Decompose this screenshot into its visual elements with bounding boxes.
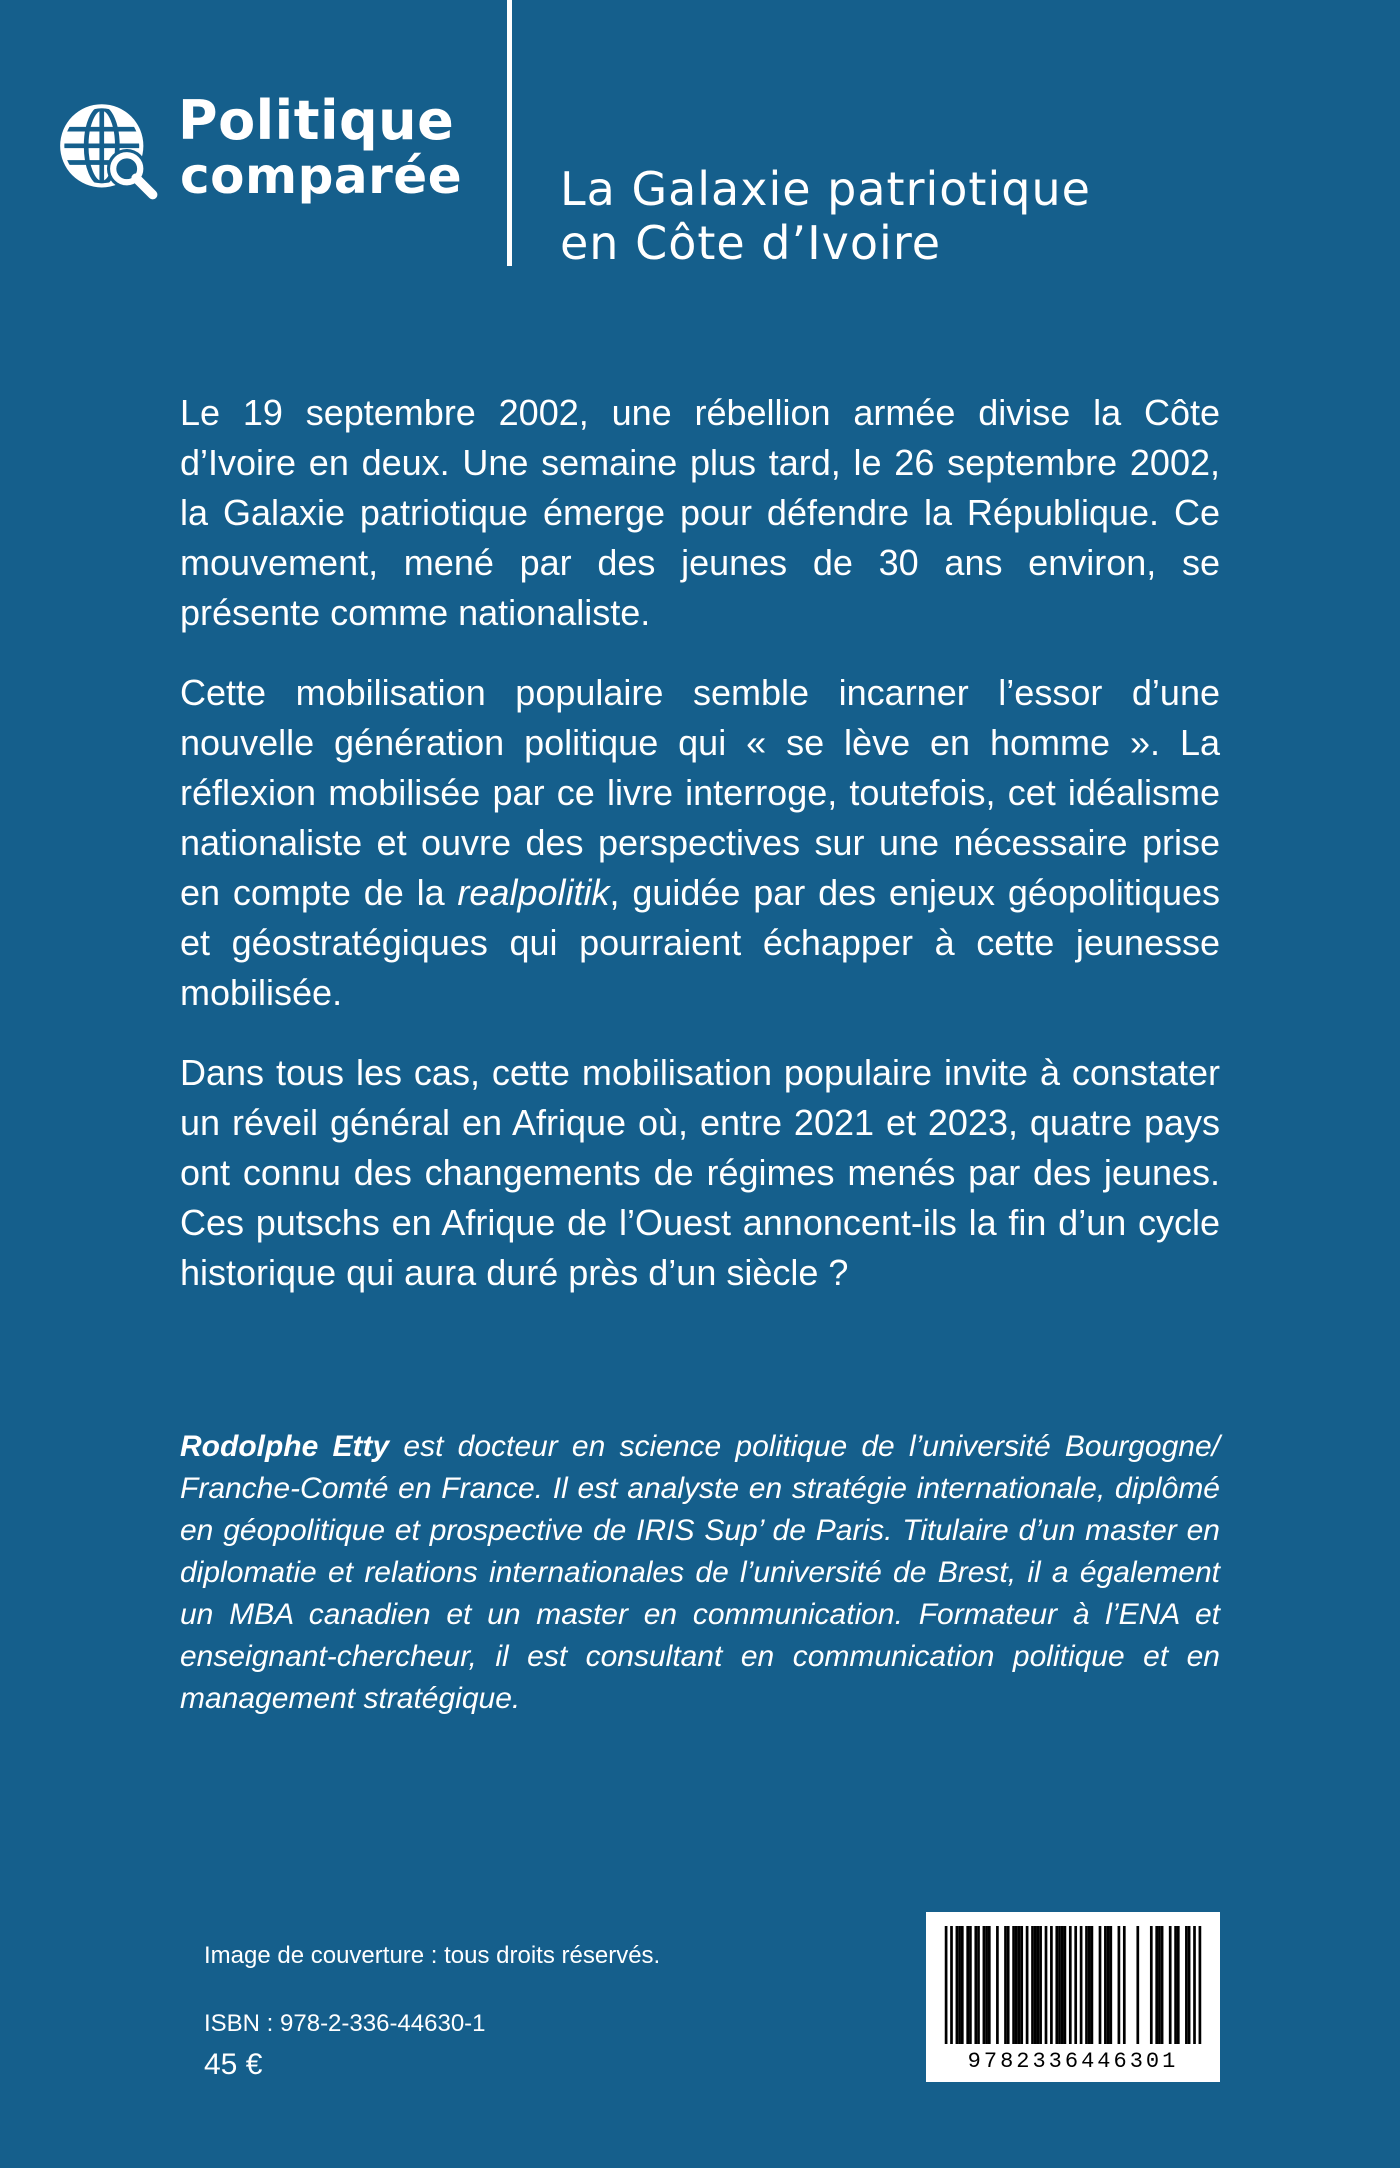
barcode-bar	[1039, 1926, 1042, 2044]
barcode-bar	[966, 1926, 969, 2044]
barcode-bar	[1107, 1926, 1110, 2044]
barcode-digits: 9782336446301	[967, 2049, 1179, 2074]
barcode-bar	[961, 1926, 964, 2044]
price: 45 €	[204, 2048, 263, 2081]
barcode-bar	[1169, 1926, 1172, 2044]
barcode-bar	[950, 1926, 953, 2044]
barcode-bar	[1074, 1926, 1077, 2044]
author-bio	[180, 1426, 1220, 1720]
blurb-paragraph-3: Dans tous les cas, cette mobilisation populaire invite à constater un réveil général en Afrique où, entre 2021 et 2023, quatre pays ont connu des changements de régimes menés par des jeunes. Ces putschs en Afrique de l’Ouest annoncent-ils la fin d’un cycle historique qui aura duré près d’un siècle ?	[180, 1052, 1220, 1293]
isbn: ISBN : 978-2-336-44630-1	[204, 2010, 486, 2037]
image-credits: Image de couverture : tous droits réservés.	[204, 1942, 661, 1969]
barcode-bar	[1199, 1926, 1202, 2044]
barcode-bars	[926, 1912, 1220, 2052]
barcode-bar	[1061, 1926, 1064, 2044]
barcode-bar	[1080, 1926, 1083, 2044]
globe-magnifier-icon	[56, 98, 160, 202]
barcode-bar	[1174, 1926, 1177, 2044]
blurb-paragraph-2	[180, 668, 1220, 1018]
book-title-line2: en Côte d’Ivoire	[560, 216, 942, 270]
barcode-bar	[1099, 1926, 1102, 2044]
blurb-p2-text-start: Cette mobilisation populaire semble incarner l’essor d’une nouvelle génération politique qui « se lève en homme ». La réflexion mobilisée par ce livre interroge, toutefois, cet idéalisme nationaliste et ouvre des perspectives sur une nécessaire prise en compte de la	[180, 672, 1220, 913]
book-title	[560, 162, 1200, 270]
vertical-divider	[507, 0, 512, 266]
barcode-bar	[977, 1926, 980, 2044]
barcode-bar	[988, 1926, 991, 2044]
barcode-bar	[1012, 1926, 1015, 2044]
barcode-bar	[1031, 1926, 1034, 2044]
barcode-bar	[1064, 1926, 1067, 2044]
blurb	[180, 388, 1220, 1328]
barcode-bar	[1058, 1926, 1061, 2044]
barcode-bar	[1158, 1926, 1161, 2044]
barcode-bar	[996, 1926, 999, 2044]
series-name	[178, 89, 498, 205]
author-bio-text: est docteur en science politique de l’université Bourgogne/ Franche-Comté en France. Il est analyste en stratégie internationale, diplômé en géopolitique et prospective de IRIS Sup’ de Paris. Titulaire d’un master en diplomatie et relations internationales de l’université de Brest, il a également un MBA canadien et un master en communication. Formateur à l’ENA et enseignant-chercheur, il est consultant en communication politique et en management stratégique.	[180, 1430, 1220, 1715]
barcode	[926, 1912, 1220, 2082]
barcode-bar	[1118, 1926, 1121, 2044]
barcode-bar	[969, 1926, 972, 2044]
barcode-bar	[1020, 1926, 1023, 2044]
barcode-bar	[1045, 1926, 1048, 2044]
barcode-bar	[1161, 1926, 1164, 2044]
barcode-bar	[1177, 1926, 1180, 2044]
barcode-bar	[945, 1926, 948, 2044]
barcode-bar	[958, 1926, 961, 2044]
barcode-bar	[1004, 1926, 1007, 2044]
barcode-bar	[985, 1926, 988, 2044]
series-name-line2: comparée	[180, 147, 463, 205]
author-name: Rodolphe Etty	[180, 1430, 390, 1463]
blurb-paragraph-1: Le 19 septembre 2002, une rébellion armée divise la Côte d’Ivoire en deux. Une semaine plus tard, le 26 septembre 2002, la Galaxie patriotique émerge pour défendre la République. Ce mouvement, mené par des jeunes de 30 ans environ, se présente comme nationaliste.	[180, 392, 1220, 633]
barcode-bar	[1193, 1926, 1196, 2044]
barcode-bar	[1007, 1926, 1010, 2044]
barcode-bar	[1150, 1926, 1153, 2044]
barcode-bar	[1104, 1926, 1107, 2044]
blurb-p2-text-end: , guidée par des enjeux géopolitiques et géostratégiques qui pourraient échapper à cette jeunesse mobilisée.	[180, 872, 1220, 1013]
barcode-bar	[1018, 1926, 1021, 2044]
barcode-bar	[1085, 1926, 1088, 2044]
barcode-bar	[1037, 1926, 1040, 2044]
barcode-bar	[1136, 1926, 1139, 2044]
barcode-bar	[1185, 1926, 1188, 2044]
barcode-bar	[1188, 1926, 1191, 2044]
barcode-bar	[1109, 1926, 1112, 2044]
blurb-p2-italic-term: realpolitik	[457, 872, 610, 913]
barcode-bar	[1050, 1926, 1053, 2044]
barcode-bar	[1123, 1926, 1126, 2044]
book-title-line1: La Galaxie patriotique	[560, 162, 1091, 216]
barcode-bar	[1088, 1926, 1091, 2044]
barcode-bar	[1091, 1926, 1094, 2044]
barcode-bar	[956, 1926, 959, 2044]
barcode-bar	[1034, 1926, 1037, 2044]
barcode-bar	[1069, 1926, 1072, 2044]
barcode-bar	[1026, 1926, 1029, 2044]
barcode-bar	[1015, 1926, 1018, 2044]
barcode-bar	[983, 1926, 986, 2044]
barcode-bar	[1155, 1926, 1158, 2044]
barcode-bar	[1055, 1926, 1058, 2044]
barcode-bar	[974, 1926, 977, 2044]
series-name-line1: Politique	[178, 89, 455, 152]
